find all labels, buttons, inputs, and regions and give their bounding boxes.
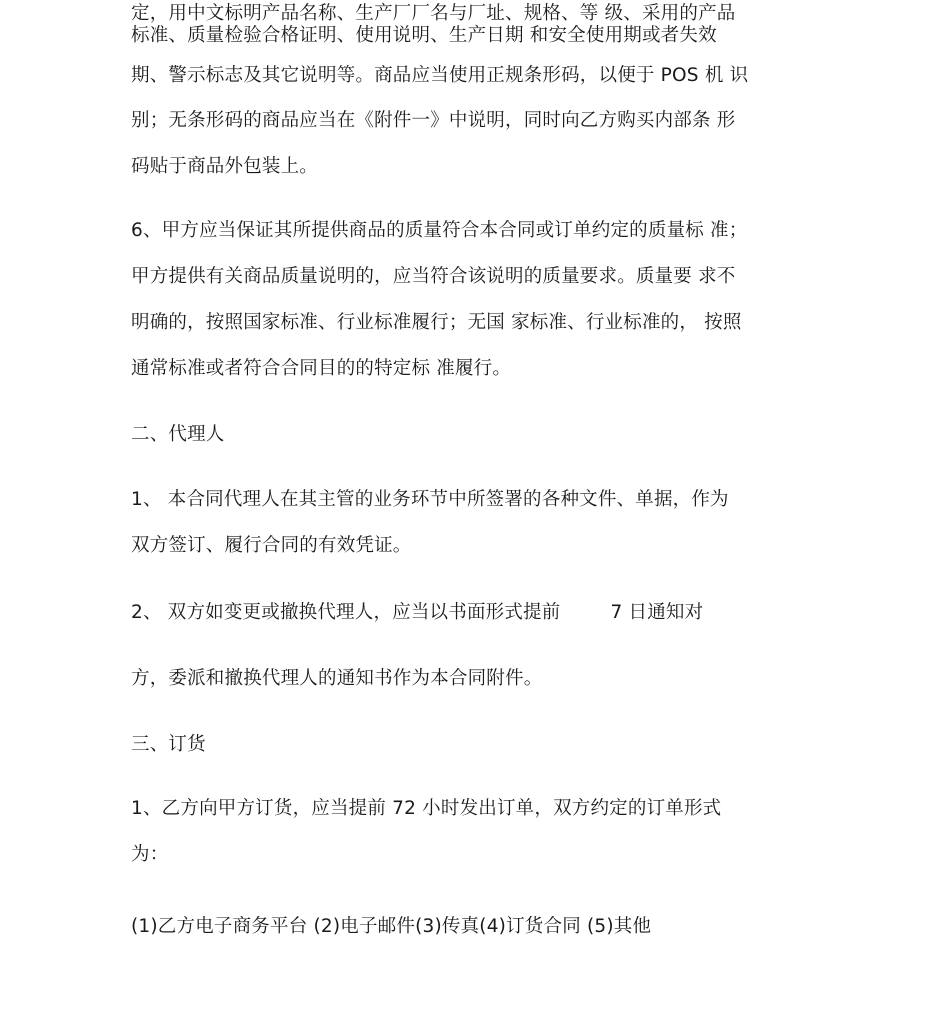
agent-clause-2-notice: 7 日通知对 — [610, 602, 704, 623]
text-line: 为： — [131, 844, 169, 865]
section-heading-agent: 二、代理人 — [131, 424, 225, 445]
agent-clause-2-text: 2、 双方如变更或撤换代理人，应当以书面形式提前 — [131, 602, 561, 623]
text-line: 方，委派和撤换代理人的通知书作为本合同附件。 — [131, 668, 543, 689]
text-line: 明确的，按照国家标准、行业标准履行；无国 家标准、行业标准的， 按照 — [131, 312, 742, 333]
clause-6-line: 6、甲方应当保证其所提供商品的质量符合本合同或订单约定的质量标 准； — [131, 220, 748, 241]
section-heading-order: 三、订货 — [131, 734, 206, 755]
text-line: 期、警示标志及其它说明等。商品应当使用正规条形码，以便于 POS 机 识 — [131, 65, 749, 86]
text-line: 标准、质量检验合格证明、使用说明、生产日期 和安全使用期或者失效 — [131, 25, 717, 46]
text-line: 码贴于商品外包装上。 — [131, 156, 319, 177]
order-clause-1-line: 1、乙方向甲方订货，应当提前 72 小时发出订单，双方约定的订单形式 — [131, 798, 722, 819]
text-line: 双方签订、履行合同的有效凭证。 — [131, 535, 412, 556]
text-line: 甲方提供有关商品质量说明的，应当符合该说明的质量要求。质量要 求不 — [131, 266, 736, 287]
agent-clause-2-line — [131, 601, 703, 625]
text-line: 定，用中文标明产品名称、生产厂厂名与厂址、规格、等 级、采用的产品 — [131, 3, 736, 24]
agent-clause-1-line: 1、 本合同代理人在其主管的业务环节中所签署的各种文件、单据，作为 — [131, 489, 729, 510]
text-line: 通常标准或者符合合同目的的特定标 准履行。 — [131, 358, 512, 379]
text-line: 别；无条形码的商品应当在《附件一》中说明，同时向乙方购买内部条 形 — [131, 110, 736, 131]
order-forms-line: (1)乙方电子商务平台 (2)电子邮件(3)传真(4)订货合同 (5)其他 — [131, 916, 652, 937]
